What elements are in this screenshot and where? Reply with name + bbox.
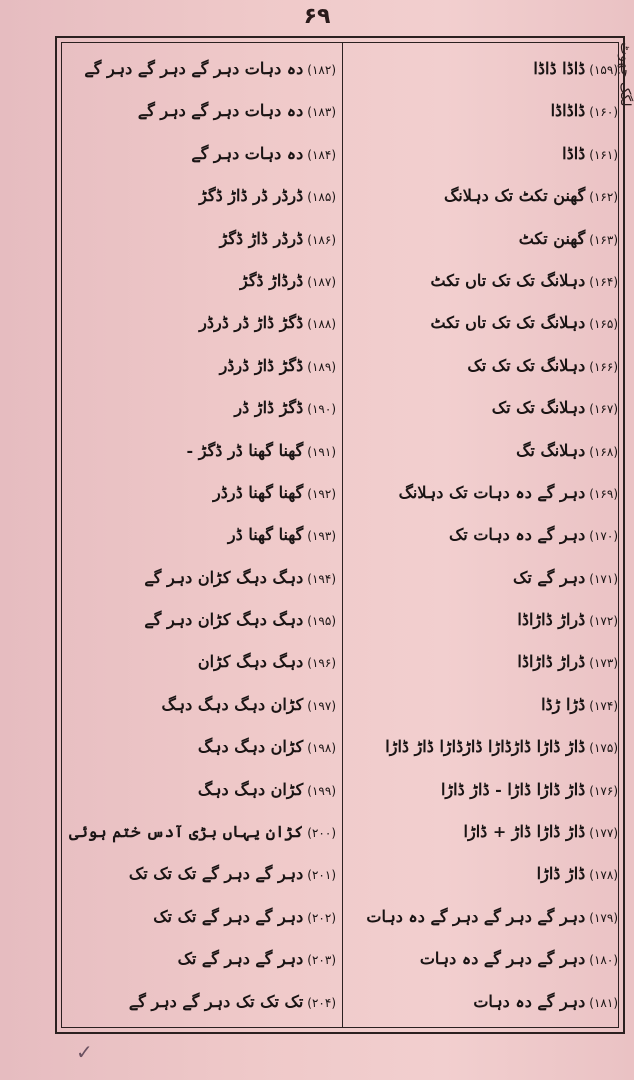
entry-number: (۱۷۴) bbox=[589, 698, 618, 713]
entry-number: (۱۸۴) bbox=[307, 147, 336, 162]
bol-entry bbox=[348, 557, 618, 599]
bol-entry bbox=[348, 599, 618, 641]
bol-entry bbox=[348, 345, 618, 387]
bol-entry bbox=[66, 641, 336, 683]
entry-text: دہ دہات دہر گے bbox=[191, 143, 304, 163]
entry-number: (۱۷۵) bbox=[589, 741, 618, 756]
bol-entry bbox=[66, 302, 336, 344]
entry-text: ڈاڑ ڈاڑا ڈاڑڈاڑا ڈاڑڈاڑا ڈاڑ ڈاڑا bbox=[385, 737, 586, 757]
entry-number: (۱۷۷) bbox=[589, 826, 618, 841]
entry-number: (۱۶۸) bbox=[589, 444, 618, 459]
bol-entry bbox=[348, 260, 618, 302]
entry-text: دہگ دہگ کڑان bbox=[197, 652, 304, 672]
bol-entry bbox=[66, 345, 336, 387]
entry-number: (۱۷۲) bbox=[589, 614, 618, 629]
entry-text: ڈرڈاڑ ڈگڑ bbox=[239, 270, 304, 290]
entry-number: (۱۸۱) bbox=[589, 995, 618, 1010]
entry-number: (۱۷۶) bbox=[589, 783, 618, 798]
bol-entry bbox=[66, 769, 336, 811]
entry-text: دہر گے دہر گے دہر گے دہ دہات bbox=[366, 906, 586, 926]
entry-text: ڈگڑ ڈاڑ ڈر bbox=[234, 398, 304, 418]
bol-entry bbox=[348, 853, 618, 895]
bol-entry bbox=[66, 133, 336, 175]
entry-number: (۱۵۹) bbox=[589, 63, 618, 77]
entry-text: کڑان دہگ دہگ bbox=[197, 737, 304, 757]
entry-number: (۱۶۶) bbox=[589, 359, 618, 374]
bol-entry bbox=[66, 472, 336, 514]
entry-text: دہر گے دہر گے دہ دہات bbox=[419, 949, 586, 969]
entry-number: (۱۸۸) bbox=[307, 317, 336, 332]
entry-text: گھنن تکٹ bbox=[518, 228, 586, 248]
bol-entry bbox=[66, 90, 336, 132]
bol-entry bbox=[66, 811, 336, 853]
left-column bbox=[66, 48, 336, 1023]
bol-entry bbox=[348, 514, 618, 556]
entry-text: دہگ دہگ کڑان دہر گے bbox=[144, 567, 304, 587]
entry-text: ڈرڈر ڈر ڈاڑ ڈگڑ bbox=[199, 186, 304, 206]
entry-text: ڈگڑ ڈاڑ ڈرڈر bbox=[219, 355, 304, 375]
entry-text: دہلانگ تگ bbox=[516, 440, 586, 460]
bol-entry bbox=[66, 514, 336, 556]
bol-entry bbox=[348, 726, 618, 768]
bol-entry bbox=[66, 218, 336, 260]
bol-entry bbox=[66, 387, 336, 429]
entry-number: (۱۶۲) bbox=[589, 190, 618, 205]
entry-number: (۱۹۴) bbox=[307, 571, 336, 586]
entry-text: دہر گے دہر گے تک bbox=[177, 949, 304, 969]
entry-number: (۱۹۸) bbox=[307, 741, 336, 756]
bol-entry bbox=[66, 260, 336, 302]
entry-number: (۱۹۷) bbox=[307, 698, 336, 713]
entry-number: (۱۶۷) bbox=[589, 402, 618, 417]
entry-number: (۱۶۵) bbox=[589, 317, 618, 332]
entry-text: دہگ دہگ کڑان دہر گے bbox=[144, 610, 304, 630]
bol-entry bbox=[348, 641, 618, 683]
bol-entry bbox=[66, 599, 336, 641]
entry-number: (۱۸۷) bbox=[307, 274, 336, 289]
entry-number: (۲۰۳) bbox=[307, 953, 336, 968]
entry-number: (۱۹۳) bbox=[307, 529, 336, 544]
bol-entry bbox=[66, 430, 336, 472]
entry-number: (۱۶۹) bbox=[589, 486, 618, 501]
entry-text: دہر گے دہ دہات تک bbox=[448, 525, 586, 545]
entry-text: تک تک تک دہر گے دہر گے bbox=[128, 991, 304, 1011]
entry-text: دہ دہات دہر گے دہر گے bbox=[137, 101, 304, 121]
entry-number: (۱۶۳) bbox=[589, 232, 618, 247]
entry-text: دہلانگ تک تک تک bbox=[467, 355, 586, 375]
entry-text: کڑان دہگ دہگ دہگ bbox=[161, 694, 304, 714]
entry-text: گھنا گھنا ڈر bbox=[227, 525, 304, 545]
bol-entry bbox=[66, 175, 336, 217]
entry-text: کڑان دہگ دہگ bbox=[197, 779, 304, 799]
bol-entry bbox=[66, 726, 336, 768]
page-number: ۶۹ bbox=[303, 4, 331, 29]
margin-note: لگک جھوٹ bbox=[617, 42, 633, 107]
bol-entry bbox=[348, 430, 618, 472]
bol-entry bbox=[66, 938, 336, 980]
entry-text: دہر گے تک bbox=[513, 567, 586, 587]
entry-number: (۱۹۱) bbox=[307, 444, 336, 459]
bol-entry bbox=[348, 218, 618, 260]
entry-text: دہر گے دہر گے تک تک تک bbox=[128, 864, 304, 884]
entry-number: (۱۸۲) bbox=[307, 63, 336, 77]
bol-entry bbox=[348, 938, 618, 980]
entry-number: (۱۷۸) bbox=[589, 868, 618, 883]
bol-entry bbox=[348, 387, 618, 429]
entry-number: (۱۹۵) bbox=[307, 614, 336, 629]
bol-entry bbox=[348, 302, 618, 344]
entry-number: (۱۶۴) bbox=[589, 274, 618, 289]
entry-number: (۲۰۰) bbox=[307, 826, 336, 841]
entry-text: ڈگڑ ڈاڑ ڈر ڈرڈر bbox=[199, 313, 304, 333]
entry-text: ڈاڈاڈا bbox=[550, 101, 586, 121]
entry-number: (۱۷۹) bbox=[589, 910, 618, 925]
entry-number: (۱۸۹) bbox=[307, 359, 336, 374]
entry-number: (۱۷۳) bbox=[589, 656, 618, 671]
bol-entry bbox=[348, 175, 618, 217]
bol-entry bbox=[66, 557, 336, 599]
bol-entry bbox=[348, 981, 618, 1023]
bol-entry bbox=[66, 48, 336, 90]
entry-text: ڈاڈا ڈاڈا bbox=[533, 59, 586, 78]
bol-entry bbox=[348, 90, 618, 132]
entry-number: (۱۹۶) bbox=[307, 656, 336, 671]
bol-entry bbox=[66, 896, 336, 938]
entry-number: (۱۹۰) bbox=[307, 402, 336, 417]
entry-text: گھنن تکٹ تک دہلانگ bbox=[443, 186, 586, 206]
entry-text: دہلانگ تک تک تاں تکٹ bbox=[430, 270, 586, 290]
bol-entry bbox=[348, 896, 618, 938]
bol-entry bbox=[348, 769, 618, 811]
entry-number: (۱۹۲) bbox=[307, 486, 336, 501]
entry-number: (۱۸۰) bbox=[589, 953, 618, 968]
column-divider bbox=[342, 42, 343, 1028]
entry-text: ڈڑا ڑڈا bbox=[541, 694, 586, 714]
entry-text: ڈاڈا bbox=[562, 143, 586, 163]
bol-entry bbox=[348, 133, 618, 175]
entry-number: (۱۶۰) bbox=[589, 105, 618, 120]
right-column bbox=[348, 48, 618, 1023]
entry-text: دہ دہات دہر گے دہر گے دہر گے bbox=[84, 59, 304, 78]
entry-text: ڈاڑ ڈاڑا bbox=[536, 864, 586, 884]
entry-text: ڈرڈر ڈاڑ ڈگڑ bbox=[219, 228, 304, 248]
entry-text: دہر گے دہر گے تک تک bbox=[153, 906, 304, 926]
entry-text: گھنا گھنا ڈرڈر bbox=[213, 482, 304, 502]
entry-text: دہلانگ تک تک bbox=[491, 398, 586, 418]
ink-mark: ✓ bbox=[76, 1040, 93, 1064]
entry-number: (۱۷۰) bbox=[589, 529, 618, 544]
entry-text: گھنا گھنا ڈر ڈگڑ - bbox=[186, 440, 304, 460]
entry-text: دہر گے دہ دہات تک دہلانگ bbox=[398, 482, 586, 502]
entry-number: (۱۸۶) bbox=[307, 232, 336, 247]
entry-number: (۱۷۱) bbox=[589, 571, 618, 586]
entry-text: ڈاڑ ڈاڑا ڈاڑا - ڈاڑ ڈاڑا bbox=[440, 779, 586, 799]
entry-text: ڈراڑ ڈاڑاڈا bbox=[517, 652, 586, 672]
entry-text: ڈراڑ ڈاڑاڈا bbox=[517, 610, 586, 630]
bol-entry bbox=[66, 981, 336, 1023]
entry-number: (۲۰۱) bbox=[307, 868, 336, 883]
entry-text: دہر گے دہ دہات bbox=[473, 991, 586, 1011]
entry-number: (۱۸۵) bbox=[307, 190, 336, 205]
entry-text: دہلانگ تک تک تاں تکٹ bbox=[430, 313, 586, 333]
entry-number: (۱۸۳) bbox=[307, 105, 336, 120]
entry-number: (۲۰۲) bbox=[307, 910, 336, 925]
entry-number: (۲۰۴) bbox=[307, 995, 336, 1010]
bol-entry bbox=[66, 853, 336, 895]
bol-entry bbox=[348, 48, 618, 90]
bol-entry bbox=[348, 684, 618, 726]
bol-entry bbox=[348, 472, 618, 514]
entry-number: (۱۹۹) bbox=[307, 783, 336, 798]
entry-text: ڈاڑ ڈاڑا ڈاڑ + ڈاڑا bbox=[463, 822, 586, 842]
entry-number: (۱۶۱) bbox=[589, 147, 618, 162]
bol-entry bbox=[66, 684, 336, 726]
entry-text: کڑان یہاں بڑی آدس ختم ہوئی bbox=[69, 822, 304, 842]
bol-entry bbox=[348, 811, 618, 853]
